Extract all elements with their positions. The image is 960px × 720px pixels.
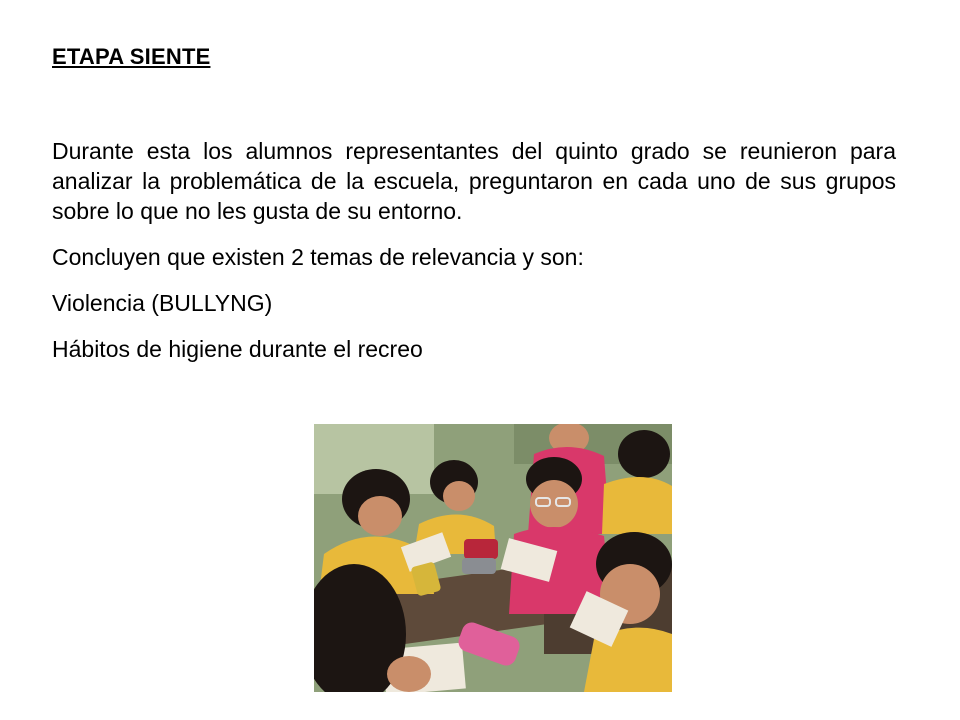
conclusion-line: Concluyen que existen 2 temas de relevancia y son: <box>52 244 584 270</box>
slide-title: ETAPA SIENTE <box>52 44 211 69</box>
topic-item: Violencia (BULLYNG) <box>52 290 273 316</box>
pencil-case <box>464 539 498 559</box>
student-hair <box>618 430 670 478</box>
slide-body <box>52 136 896 380</box>
topic-item: Hábitos de higiene durante el recreo <box>52 336 423 362</box>
lunch-box <box>462 558 496 574</box>
student-face <box>358 496 402 536</box>
student-face <box>443 481 475 511</box>
intro-paragraph: Durante esta los alumnos representantes del quinto grado se reunieron para analizar la problemática de la escuela, preguntaron en cada uno de sus grupos sobre lo que no les gusta de su entorno. <box>52 138 896 224</box>
student-hand <box>387 656 431 692</box>
classroom-photo-illustration <box>314 424 672 692</box>
student-uniform <box>602 477 672 534</box>
classroom-photo <box>314 424 672 692</box>
